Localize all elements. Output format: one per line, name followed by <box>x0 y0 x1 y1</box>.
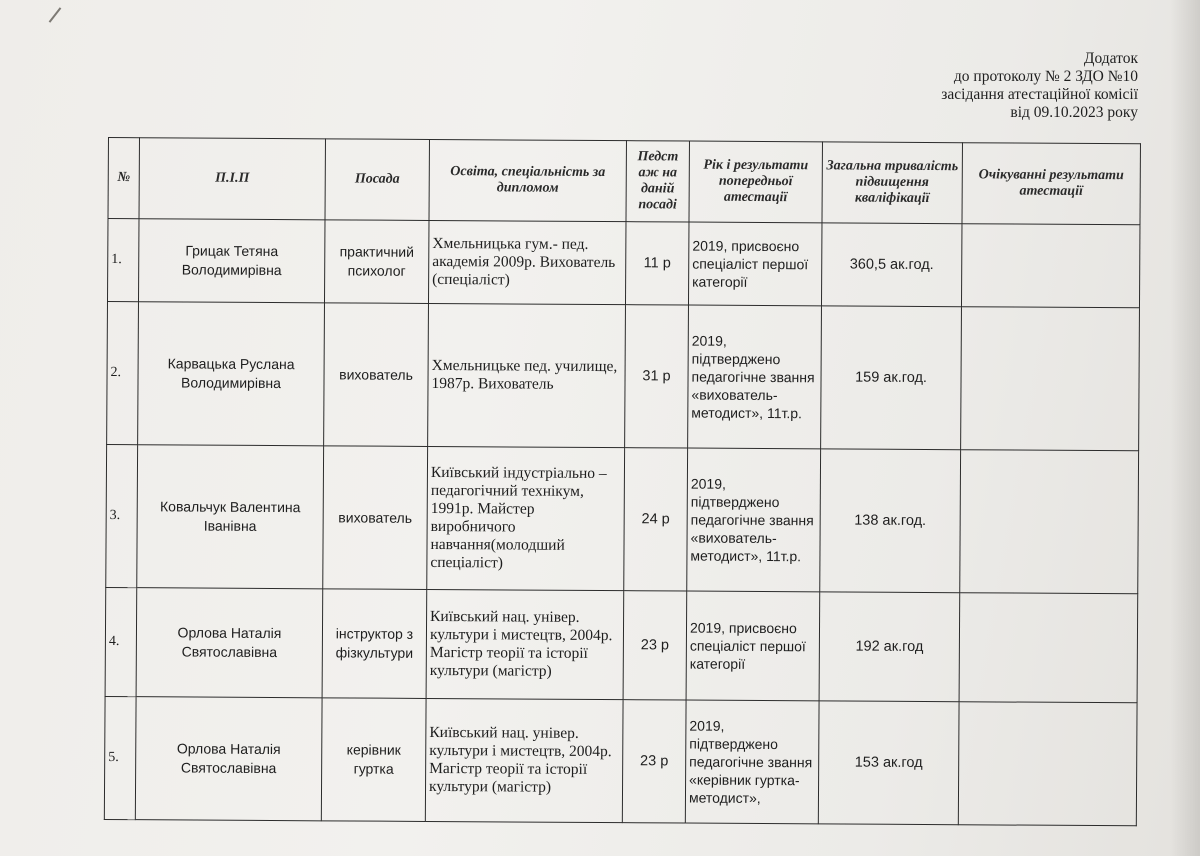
row-number: 2. <box>107 302 139 445</box>
previous-attestation: 2019, присвоєно спеціаліст першої категорії <box>686 591 820 701</box>
column-header-number: № <box>108 138 139 219</box>
header-line: від 09.10.2023 року <box>1010 104 1138 121</box>
employee-experience: 11 р <box>625 222 689 305</box>
employee-position: керівник гуртка <box>321 698 426 822</box>
training-hours: 153 ак.год <box>818 701 959 825</box>
column-header-expected-results: Очікуванні результати атестації <box>962 143 1140 225</box>
employee-experience: 24 р <box>624 448 688 591</box>
table-row <box>104 696 1137 825</box>
previous-attestation: 2019, підтверджено педагогічне звання «вихователь-методист», 11т.р. <box>687 448 821 592</box>
header-line: засідання атестаційної комісії <box>941 86 1138 103</box>
employee-position: практичний психолог <box>324 220 429 304</box>
row-number: 3. <box>106 444 138 587</box>
header-line: Додаток <box>1083 50 1138 67</box>
pencil-mark <box>49 7 62 22</box>
employee-name: Орлова Наталія Святославівна <box>136 588 323 698</box>
employee-education: Київський нац. універ. культури і мистецтв, 2004р. Магістр теорії та історії культури (магістр) <box>425 698 623 822</box>
employee-position: вихователь <box>323 446 428 590</box>
table-header-row <box>108 138 1140 225</box>
row-number: 1. <box>107 219 139 302</box>
column-header-training-hours: Загальна тривалість підвищення кваліфікації <box>822 142 962 224</box>
column-header-name: П.І.П <box>139 138 325 220</box>
column-header-position: Посада <box>325 139 429 221</box>
employee-name: Грицак Тетяна Володимирівна <box>138 219 325 303</box>
employee-experience: 23 р <box>622 700 686 823</box>
column-header-experience: Педст аж на даній посаді <box>626 141 689 222</box>
training-hours: 192 ак.год <box>819 592 960 702</box>
employee-education: Київський нац. універ. культури і мистецтв, 2004р. Магістр теорії та історії культури (магістр) <box>426 589 624 699</box>
column-header-education: Освіта, спеціальність за дипломом <box>429 139 626 221</box>
employee-name: Ковальчук Валентина Іванівна <box>137 445 324 589</box>
employee-education: Хмельницьке пед. училище, 1987р. Вихователь <box>428 303 626 447</box>
row-number: 4. <box>105 587 137 696</box>
expected-results <box>959 593 1138 703</box>
row-number: 5. <box>104 696 136 819</box>
header-line: до протоколу № 2 ЗДО №10 <box>953 68 1138 85</box>
employee-position: інструктор з фізкультури <box>322 589 427 699</box>
column-header-previous-attestation: Рік і результати попередньої атестації <box>689 141 822 223</box>
page-edge-shadow <box>1170 0 1200 856</box>
employee-name: Орлова Наталія Святославівна <box>135 697 322 821</box>
employee-education: Київський індустріально – педагогічний технікум, 1991р. Майстер виробничого навчання(молодший спеціаліст) <box>427 446 625 590</box>
training-hours: 138 ак.год. <box>820 449 961 593</box>
table-row <box>106 444 1139 593</box>
expected-results <box>961 307 1140 451</box>
previous-attestation: 2019, присвоєно спеціаліст першої категорії <box>688 222 822 306</box>
training-hours: 159 ак.год. <box>821 306 962 450</box>
table-row <box>107 302 1140 451</box>
employee-experience: 23 р <box>623 591 687 700</box>
expected-results <box>960 450 1139 594</box>
appendix-header <box>941 50 1138 122</box>
training-hours: 360,5 ак.год. <box>821 223 962 307</box>
employee-name: Карвацька Руслана Володимирівна <box>138 302 325 446</box>
employee-position: вихователь <box>324 303 429 447</box>
previous-attestation: 2019, підтверджено педагогічне звання «вихователь-методист», 11т.р. <box>688 305 822 449</box>
expected-results <box>961 224 1140 308</box>
expected-results <box>958 702 1137 826</box>
employee-education: Хмельницька гум.- пед. академія 2009р. Вихователь (спеціаліст) <box>428 220 626 304</box>
table-row <box>107 219 1139 308</box>
employee-experience: 31 р <box>625 305 689 448</box>
table-row <box>105 587 1138 702</box>
previous-attestation: 2019, підтверджено педагогічне звання «керівник гуртка-методист», <box>685 700 819 824</box>
attestation-table <box>104 137 1141 826</box>
